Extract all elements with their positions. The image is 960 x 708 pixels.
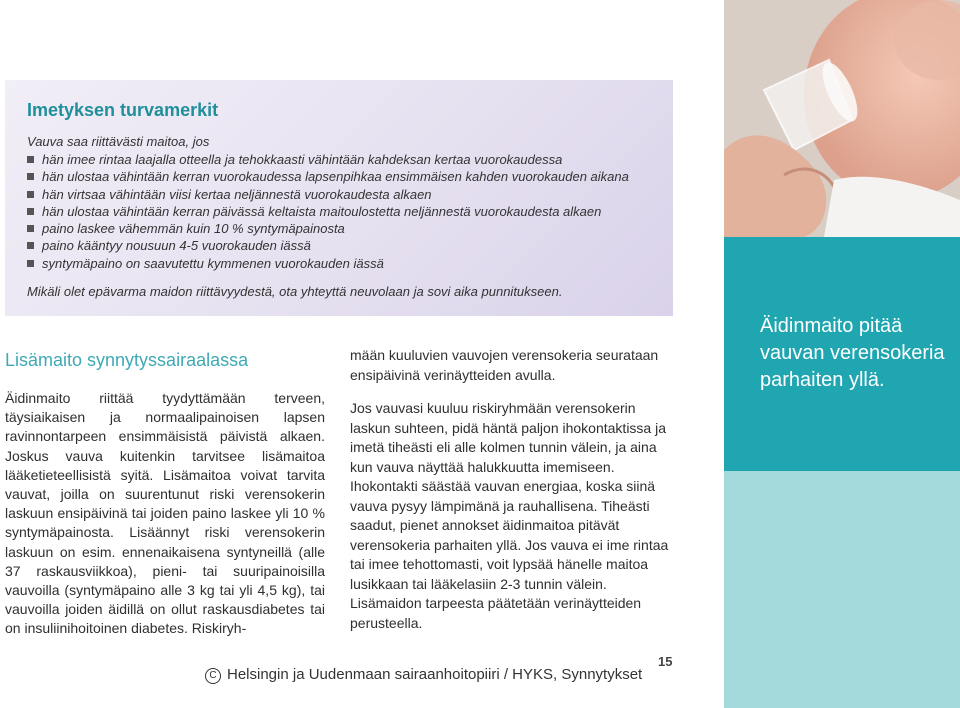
bullet-list (27, 151, 667, 272)
list-item: hän virtsaa vähintään viisi kertaa neljännestä vuorokaudesta alkaen (27, 186, 667, 203)
bullet-square-icon (27, 208, 34, 215)
photo-illustration (724, 0, 960, 237)
list-item: paino laskee vähemmän kuin 10 % syntymäpainosta (27, 220, 667, 237)
box-note: Mikäli olet epävarma maidon riittävyydestä, ota yhteyttä neuvolaan ja sovi aika punnitukseen. (27, 284, 563, 299)
section-heading: Lisämaito synnytyssairaalassa (5, 350, 249, 370)
bullet-square-icon (27, 225, 34, 232)
copyright-icon: C (205, 668, 221, 684)
bullet-square-icon (27, 242, 34, 249)
sidebar-quote: Äidinmaito pitää vauvan verensokeria parhaiten yllä. (760, 315, 945, 391)
list-item: hän imee rintaa laajalla otteella ja tehokkaasti vähintään kahdeksan kertaa vuorokaudessa (27, 151, 667, 168)
column-left (5, 350, 325, 639)
footer (205, 666, 642, 684)
safety-signs-box (5, 80, 673, 316)
bullet-square-icon (27, 260, 34, 267)
sidebar-light-panel (724, 471, 960, 708)
box-title: Imetyksen turvamerkit (27, 100, 219, 120)
list-item: paino kääntyy nousuun 4-5 vuorokauden iässä (27, 237, 667, 254)
column-right (350, 346, 675, 633)
body-paragraph: Äidinmaito riittää tyydyttämään terveen, täysiaikaisen ja normaalipainoisen lapsen ravinnontarpeen ensimmäisistä päivistä alkaen. Joskus vauva kuitenkin tarvitsee lisämaitoa lääketieteellisistä syitä. Lisämaitoa voivat tarvita vauvat, joilla on suurentunut riski verensokerin laskuun ensipäivinä tai joiden paino laskee yli 10 % syntymäpainosta. Lisäännyt riski verensokerin laskuun on esim. ennenaikaisena syntyneillä (alle 37 raskausviikkoa), pieni- tai suuripainoisilla vauvoilla (syntymäpaino alle 3 kg tai yli 4,5 kg), tai vauvoilla joiden äidillä on ollut raskausdiabetes tai on insuliinihoitoinen diabetes. Riskiryh- (5, 390, 325, 637)
list-item: syntymäpaino on saavutettu kymmenen vuorokauden iässä (27, 255, 667, 272)
bullet-square-icon (27, 191, 34, 198)
bullet-square-icon (27, 173, 34, 180)
bullet-square-icon (27, 156, 34, 163)
footer-text: Helsingin ja Uudenmaan sairaanhoitopiiri / HYKS, Synnytykset (227, 666, 643, 683)
box-intro: Vauva saa riittävästi maitoa, jos (27, 134, 210, 149)
list-item: hän ulostaa vähintään kerran vuorokaudessa lapsenpihkaa ensimmäisen kahden vuorokauden aikana (27, 168, 667, 185)
list-item: hän ulostaa vähintään kerran päivässä keltaista maitoulostetta neljännestä vuorokaudesta alkaen (27, 203, 667, 220)
newborn-cup-feeding-photo (724, 0, 960, 237)
body-paragraph: mään kuuluvien vauvojen verensokeria seurataan ensipäivinä verinäytteiden avulla. (350, 347, 659, 383)
body-paragraph: Jos vauvasi kuuluu riskiryhmään verensokerin laskun suhteen, pidä häntä paljon ihokontaktissa ja imetä tiheästi eli alle kolmen tunnin välein, ja aina kun vauva näyttää halukkuutta imemiseen. Ihokontakti säästää vauvan energiaa, koska siinä vauva pysyy lämpimänä ja rauhallisena. Tiheästi saadut, pienet annokset äidinmaitoa pitävät verensokeria parhaiten yllä. Jos vauva ei ime rintaa tai imee tehottomasti, voit lypsää hänelle maitoa lusikkaan tai lääkelasiin 2-3 tunnin välein. Lisämaidon tarpeesta päätetään verinäytteiden perusteella. (350, 400, 669, 631)
page-number: 15 (658, 654, 673, 669)
